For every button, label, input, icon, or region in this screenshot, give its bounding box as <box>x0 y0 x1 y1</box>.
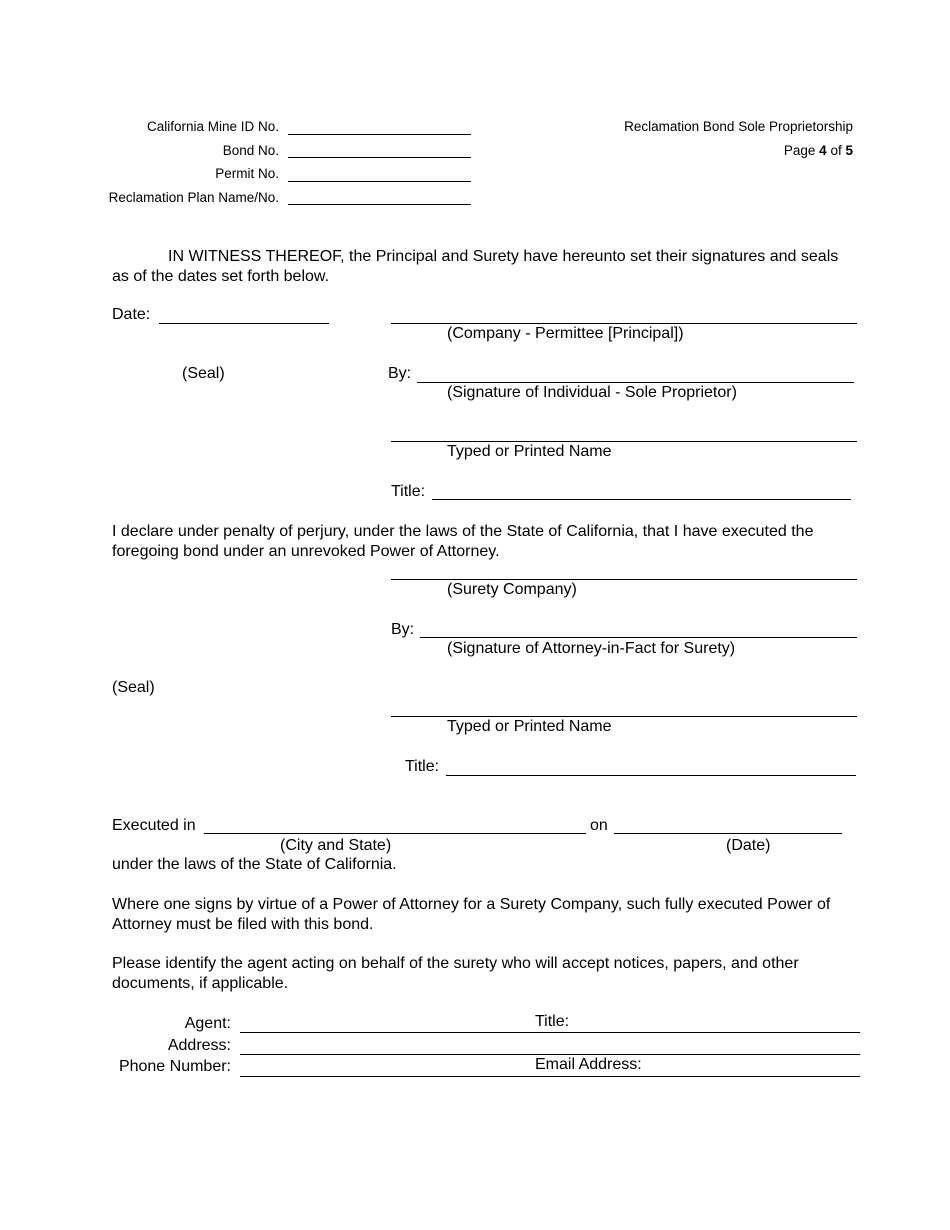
mine-id-field[interactable] <box>288 134 471 135</box>
phone-label: Phone Number: <box>118 1058 231 1075</box>
company-caption: (Company - Permittee [Principal]) <box>447 325 684 342</box>
city-state-caption: (City and State) <box>280 837 392 854</box>
principal-title-label: Title: <box>391 483 426 500</box>
principal-signature-caption: (Signature of Individual - Sole Proprietor) <box>447 384 737 401</box>
surety-title-line[interactable] <box>446 775 856 776</box>
surety-name-line[interactable] <box>391 716 857 717</box>
agent-note: Please identify the agent acting on behalf of the surety who will accept notices, papers, and other documents, if applicable. <box>112 955 799 992</box>
power-of-attorney-note: Where one signs by virtue of a Power of Attorney for a Surety Company, such fully executed Power of Attorney must be filed with this bond. <box>112 896 831 933</box>
principal-seal: (Seal) <box>182 365 225 382</box>
executed-date-caption: (Date) <box>726 837 771 854</box>
laws-text: under the laws of the State of California. <box>112 856 397 873</box>
page-total: 5 <box>845 143 853 158</box>
date-label: Date: <box>112 306 151 323</box>
page-of: of <box>830 143 842 158</box>
principal-title-line[interactable] <box>432 499 851 500</box>
surety-seal: (Seal) <box>112 679 155 696</box>
date-line[interactable] <box>159 323 329 324</box>
plan-name-field[interactable] <box>288 204 471 205</box>
surety-name-caption: Typed or Printed Name <box>447 718 612 735</box>
bond-no-field[interactable] <box>288 157 471 158</box>
surety-company-caption: (Surety Company) <box>447 581 577 598</box>
declaration-paragraph: I declare under penalty of perjury, under the laws of the State of California, that I have executed the foregoing bond under an unrevoked Power of Attorney. <box>112 523 814 560</box>
page-current: 4 <box>819 143 827 158</box>
executed-label: Executed in <box>112 817 196 834</box>
form-title: Reclamation Bond Sole Proprietorship <box>624 119 853 134</box>
executed-date-line[interactable] <box>614 833 842 834</box>
bond-no-label: Bond No. <box>222 143 279 158</box>
page-indicator <box>660 143 853 158</box>
plan-name-label: Reclamation Plan Name/No. <box>108 190 279 205</box>
principal-name-line[interactable] <box>391 441 857 442</box>
city-state-line[interactable] <box>204 833 586 834</box>
principal-name-caption: Typed or Printed Name <box>447 443 612 460</box>
agent-label: Agent: <box>184 1015 231 1032</box>
on-label: on <box>590 817 608 834</box>
permit-no-field[interactable] <box>288 181 471 182</box>
email-label: Email Address: <box>535 1056 642 1073</box>
witness-paragraph: IN WITNESS THEREOF, the Principal and Surety have hereunto set their signatures and seals as of the dates set forth below. <box>112 248 839 285</box>
surety-by-label: By: <box>391 621 415 638</box>
principal-by-label: By: <box>388 365 412 382</box>
surety-company-line[interactable] <box>391 579 857 580</box>
address-label: Address: <box>167 1037 231 1054</box>
company-line[interactable] <box>391 323 857 324</box>
principal-signature-line[interactable] <box>417 382 854 383</box>
agent-title-label: Title: <box>535 1013 570 1030</box>
agent-line[interactable] <box>240 1032 860 1033</box>
page-prefix: Page <box>783 143 816 158</box>
surety-signature-caption: (Signature of Attorney-in-Fact for Surety) <box>447 640 736 657</box>
surety-signature-line[interactable] <box>420 637 857 638</box>
surety-title-label: Title: <box>405 758 440 775</box>
phone-email-line[interactable] <box>240 1076 860 1077</box>
permit-no-label: Permit No. <box>215 166 279 181</box>
address-line[interactable] <box>240 1054 860 1055</box>
mine-id-label: California Mine ID No. <box>146 119 279 134</box>
